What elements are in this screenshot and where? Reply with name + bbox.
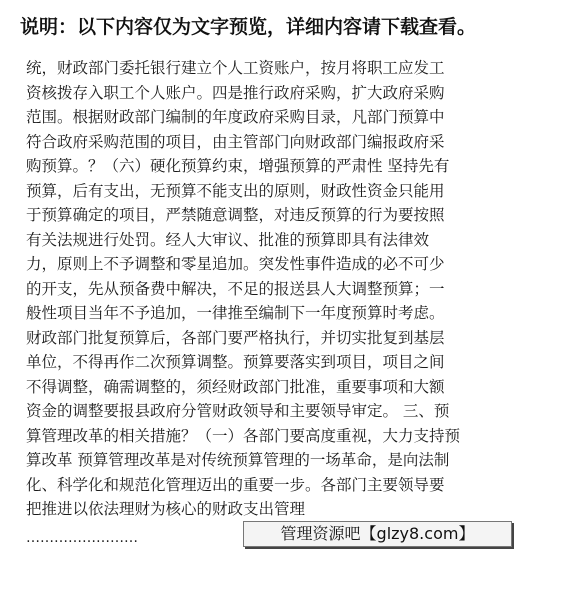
text-line: 资金的调整要报县政府分管财政领导和主要领导审定。 三、预 bbox=[26, 402, 450, 420]
text-line: 般性项目当年不予追加，一律推至编制下一年度预算时考虑。 bbox=[26, 304, 445, 322]
text-line: 符合政府采购范围的项目，由主管部门向财政部门编报政府采 bbox=[26, 132, 445, 151]
text-line: 有关法规进行处罚。经人大审议、批准的预算即具有法律效 bbox=[26, 230, 430, 249]
text-line: 资核拨存入职工个人账户。四是推行政府采购，扩大政府采购 bbox=[26, 83, 445, 102]
text-line: 单位，不得再作二次预算调整。预算要落实到项目，项目之间 bbox=[26, 353, 445, 371]
text-line: 不得调整，确需调整的，须经财政部门批准，重要事项和大额 bbox=[26, 377, 445, 396]
document-body bbox=[26, 56, 546, 522]
text-line: 化、科学化和规范化管理迈出的重要一步。各部门主要领导要 bbox=[26, 475, 445, 494]
text-line: 力，原则上不予调整和零星追加。突发性事件造成的必不可少 bbox=[26, 255, 445, 273]
text-line: 于预算确定的项目，严禁随意调整，对违反预算的行为要按照 bbox=[26, 206, 445, 224]
text-line: 的开支，先从预备费中解决，不足的报送县人大调整预算；一 bbox=[26, 279, 445, 298]
text-line: 财政部门批复预算后，各部门要严格执行，并切实批复到基层 bbox=[26, 328, 445, 347]
truncation-ellipsis: …………………… bbox=[26, 530, 138, 546]
preview-notice: 说明：以下内容仅为文字预览，详细内容请下载查看。 bbox=[20, 16, 477, 38]
text-line: 算管理改革的相关措施？（一）各部门要高度重视，大力支持预 bbox=[26, 426, 461, 445]
text-line: 算改革 预算管理改革是对传统预算管理的一场革命，是向法制 bbox=[26, 451, 450, 469]
text-line: 购预算。？（六）硬化预算约束，增强预算的严肃性 坚持先有 bbox=[26, 157, 450, 175]
text-line: 统，财政部门委托银行建立个人工资账户，按月将职工应发工 bbox=[26, 59, 445, 77]
text-line: 范围。根据财政部门编制的年度政府采购目录，凡部门预算中 bbox=[26, 108, 445, 126]
text-line: 预算，后有支出，无预算不能支出的原则，财政性资金只能用 bbox=[26, 181, 445, 200]
text-line: 把推进以依法理财为核心的财政支出管理 bbox=[26, 500, 306, 518]
source-watermark: 管理资源吧【glzy8.com】 bbox=[243, 521, 512, 547]
